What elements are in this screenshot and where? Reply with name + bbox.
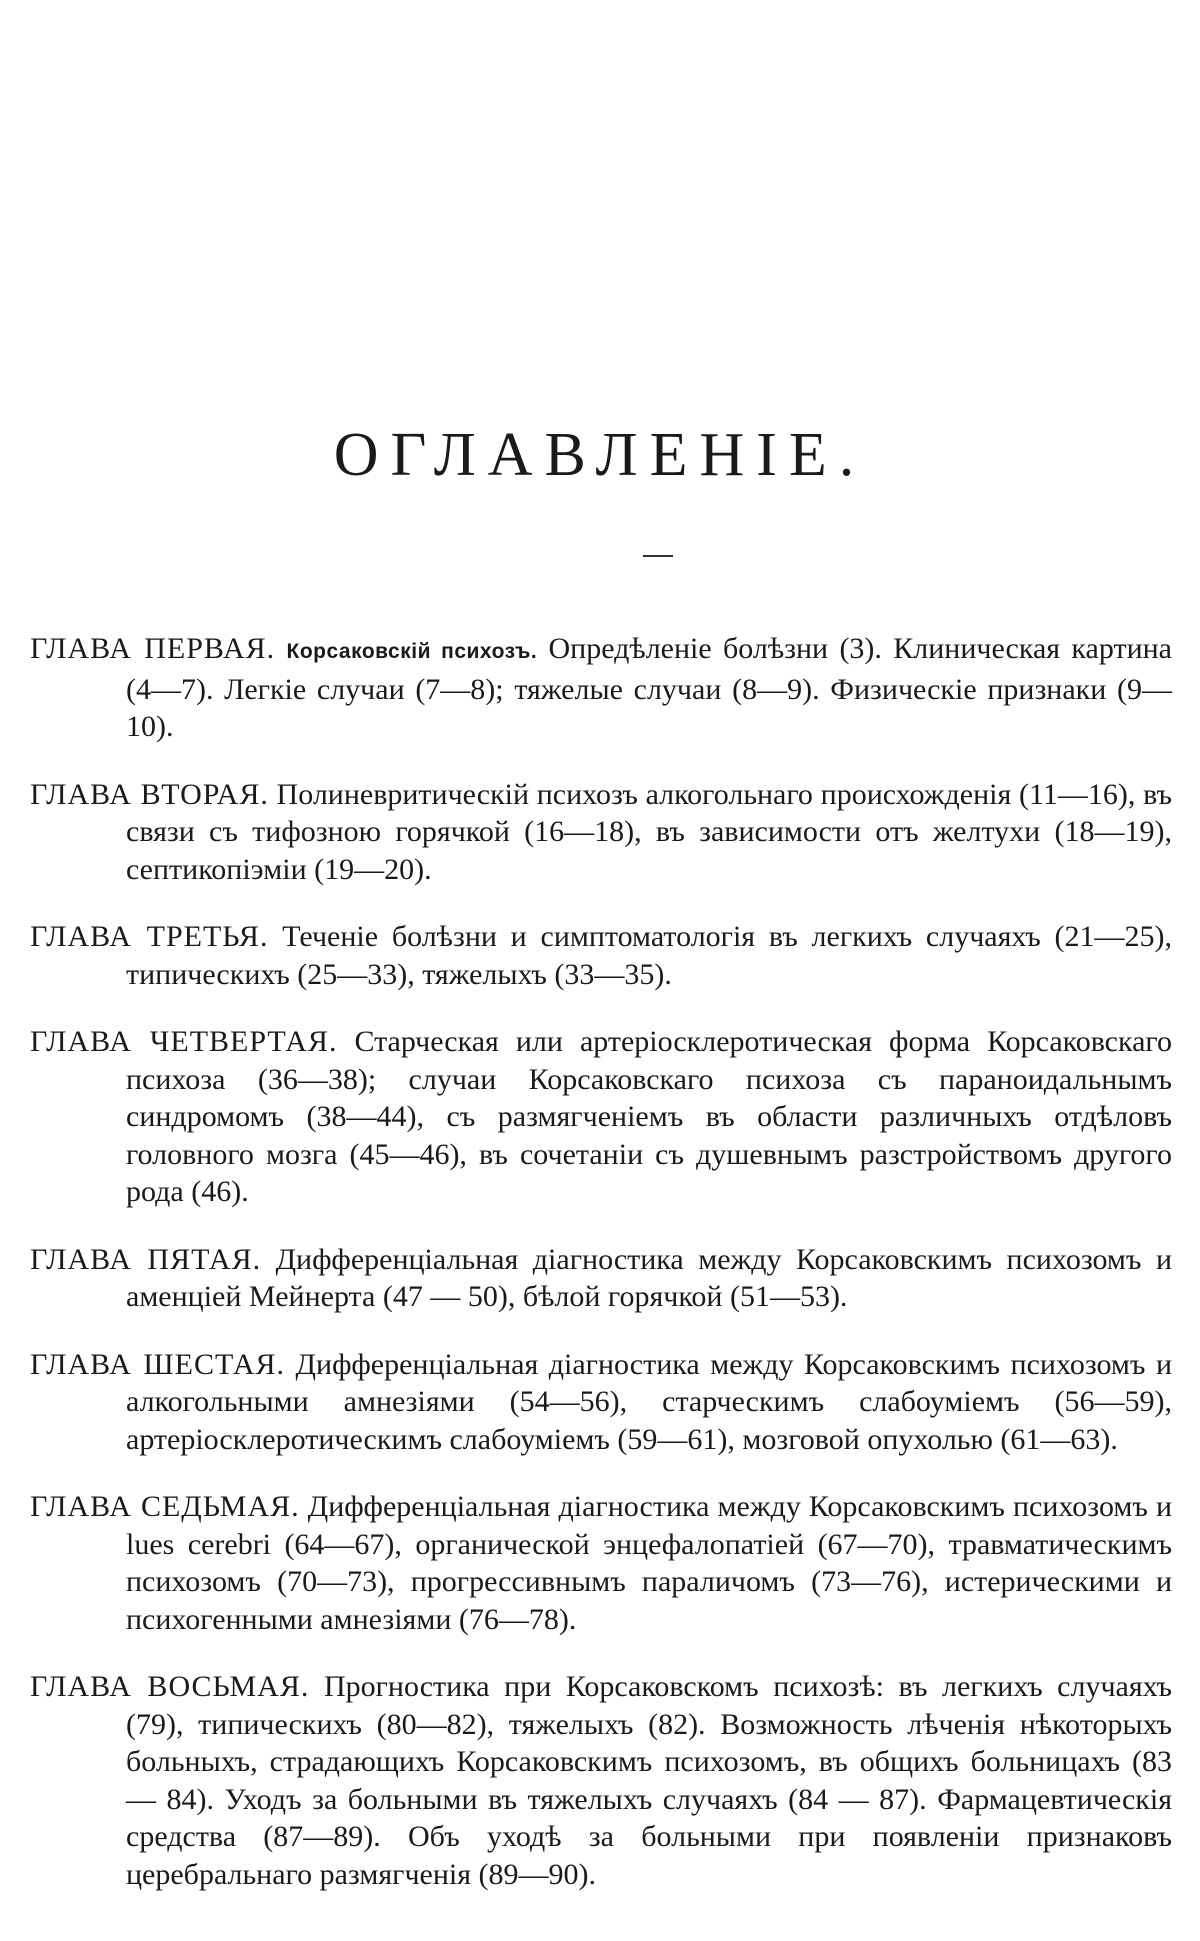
chapter-summary: Дифференціальная діагностика между Корсаковскимъ психозомъ и lues cerebri (64—67), органической энцефалопатіей (67—70), травматическимъ психозомъ (70—73), прогрессивнымъ параличомъ (73—76), истерическими и психогенными амнезіями (76—78). xyxy=(126,1490,1173,1636)
chapter-summary: Прогностика при Корсаковскомъ психозѣ: въ легкихъ случаяхъ (79), типическихъ (80—82), тяжелыхъ (82). Возможность лѣченія нѣкоторыхъ больныхъ, страдающихъ Корсаковскимъ психозомъ, въ общихъ больницахъ (83 — 84). Уходъ за больными въ тяжелыхъ случаяхъ (84 — 87). Фармацевтическія средства (87—89). Объ уходѣ за больными при появленіи признаковъ церебральнаго размягченія (89—90). xyxy=(126,1670,1173,1891)
chapter-heading: ГЛАВА СЕДЬМАЯ. xyxy=(30,1490,300,1523)
toc-entry-4 xyxy=(30,1023,1172,1211)
page-title: ОГЛАВЛЕНІЕ. xyxy=(333,421,867,489)
chapter-heading: ГЛАВА ТРЕТЬЯ. xyxy=(30,920,269,953)
chapter-summary: Опредѣленіе болѣзни (3). Клиническая картина (4—7). Легкіе случаи (7—8); тяжелые случаи (8—9). Физическіе признаки (9—10). xyxy=(126,632,1172,743)
chapter-subject: Корсаковскій психозъ. xyxy=(286,640,538,663)
chapter-summary: Полиневритическій психозъ алкогольнаго происхожденія (11—16), въ связи съ тифозною горячкой (16—18), въ зависимости отъ желтухи (18—19), септикопіэміи (19—20). xyxy=(126,777,1172,886)
title-divider xyxy=(643,555,673,557)
toc-entry-6 xyxy=(30,1346,1172,1459)
chapter-summary: Старческая или артеріосклеротическая форма Корсаковскаго психоза (36—38); случаи Корсаковскаго психоза съ параноидальнымъ синдромомъ (38—44), съ размягченіемъ въ области различныхъ отдѣловъ головного мозга (45—46), въ сочетаніи съ душевнымъ разстройствомъ другого рода (46). xyxy=(126,1025,1172,1208)
chapter-heading: ГЛАВА ЧЕТВЕРТАЯ. xyxy=(30,1025,338,1058)
chapter-heading: ГЛАВА ВОСЬМАЯ. xyxy=(30,1670,310,1703)
table-of-contents xyxy=(30,600,1172,1901)
chapter-heading: ГЛАВА ВТОРАЯ. xyxy=(30,777,269,811)
chapter-summary: Дифференціальная діагностика между Корсаковскимъ психозомъ и аменціей Мейнерта (47 — 50), бѣлой горячкой (51—53). xyxy=(126,1242,1172,1313)
toc-entry-5 xyxy=(30,1241,1172,1316)
chapter-heading: ГЛАВА ПЯТАЯ. xyxy=(30,1242,262,1276)
toc-entry-3 xyxy=(30,918,1172,993)
toc-entry-1 xyxy=(30,630,1172,746)
chapter-summary: Дифференціальная діагностика между Корсаковскимъ психозомъ и алкогольными амнезіями (54—56), старческимъ слабоуміемъ (56—59), артеріосклеротическимъ слабоуміемъ (59—61), мозговой опухолью (61—63). xyxy=(126,1347,1173,1456)
chapter-summary: Теченіе болѣзни и симптоматологія въ легкихъ случаяхъ (21—25), типическихъ (25—33), тяжелыхъ (33—35). xyxy=(126,920,1173,991)
toc-entry-8 xyxy=(30,1668,1172,1893)
chapter-heading: ГЛАВА ШЕСТАЯ. xyxy=(30,1347,286,1381)
toc-entry-7 xyxy=(30,1488,1172,1638)
toc-entry-2 xyxy=(30,776,1172,889)
chapter-heading: ГЛАВА ПЕРВАЯ. xyxy=(30,632,276,665)
